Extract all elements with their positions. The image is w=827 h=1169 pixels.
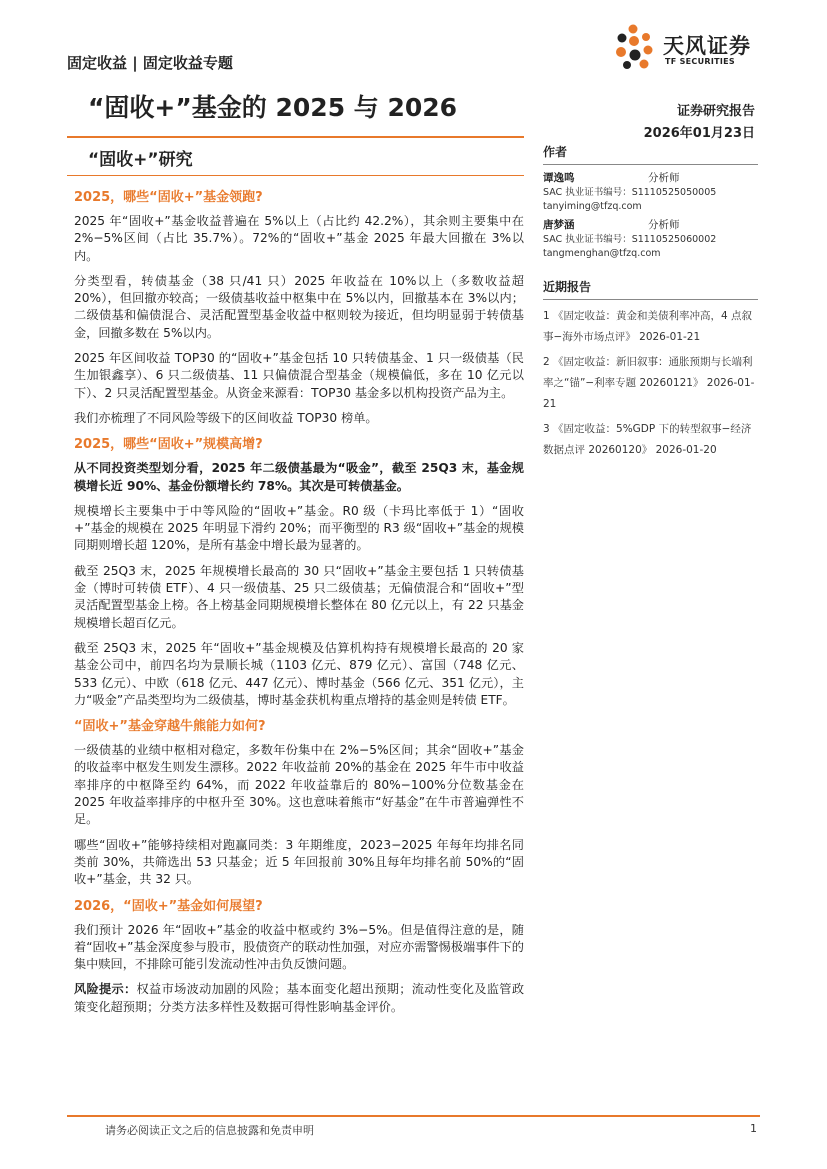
report-title: “固收+”基金的 2025 与 2026 [88,93,458,122]
report-date: 2026年01月23日 [643,126,755,141]
section-heading: 2026，“固收+”基金如何展望? [74,898,263,914]
paragraph: 截至 25Q3 末，2025 年“固收+”基金规模及估算机构持有规模增长最高的 20 家基金公司中，前四名均为景顺长城（1103 亿元、879 亿元）、富国（748 亿元、533 亿元）、中欧（618 亿元、447 亿元）、博时基金（566 亿元、351 亿元），主力“吸金”产品类型均为二级债基，博时基金获机构重点增持的基金则是转债 ETF。 [74,640,524,707]
risk-label: 风险提示： [74,982,137,997]
footer-divider [67,1115,760,1117]
author-cert: SAC 执业证书编号：S1110525060002 [543,234,717,245]
paragraph: 一级债基的业绩中枢相对稳定，多数年份集中在 2%−5%区间；其余“固收+”基金的收益率中枢发生则发生漂移。2022 年收益前 20%的基金在 2025 年牛市中收益率排序的中枢降至约 64%，而 2022 年收益靠后的 80%−100%分位数基金在 2025 年收益率排序的中枢升至 30%。这也意味着熊市“好基金”在牛市普遍弹性不足。 [74,743,524,827]
paragraph: 我们亦梳理了不同风险等级下的区间收益 TOP30 榜单。 [74,410,378,425]
recent-report-item[interactable]: 1 《固定收益：黄金和美债利率冲高，4 点叙事−海外市场点评》 2026-01-21 [543,310,753,343]
author-card [543,171,758,214]
author-card [543,218,758,261]
title-divider [67,136,524,138]
risk-warning [74,981,524,1016]
risk-text: 权益市场波动加剧的风险；基本面变化超出预期；流动性变化及监管政策变化超预期；分类方法多样性及数据可得性影响基金评价。 [74,982,525,1014]
recent-report-item[interactable]: 2 《固定收益：新旧叙事：通胀预期与长端利率之“锚”−利率专题 20260121》 2026-01-21 [543,356,755,410]
paragraph: 分类型看，转债基金（38 只/41 只）2025 年收益在 10%以上（多数收益超 20%），但回撤亦较高；一级债基收益中枢集中在 5%以内，回撤基本在 3%以内；二级债基和偏债混合、灵活配置型基金收益中枢则较为接近，但均明显弱于转债基金，回撤多数在 5%以内。 [74,273,524,340]
subtitle-divider [67,175,524,176]
company-logo [613,22,763,72]
report-category: 固定收益 | 固定收益专题 [67,54,233,72]
summary-column [74,182,524,1024]
section-heading: “固收+”基金穿越牛熊能力如何? [74,719,266,735]
recent-reports [543,277,758,461]
tf-logo-icon [613,22,659,70]
footer-disclaimer: 请务必阅读正文之后的信息披露和免责申明 [105,1124,314,1137]
recent-heading: 近期报告 [543,277,758,300]
authors-heading: 作者 [543,142,758,165]
author-name: 唐梦涵 [543,219,575,231]
paragraph: 哪些“固收+”能够持续相对跑赢同类：3 年期维度，2023−2025 年每年均排名同类前 30%，共筛选出 53 只基金；近 5 年回报前 30%且每年均排名前 50%的“固收+”基金，共 32 只。 [74,837,524,887]
author-email[interactable]: tanyiming@tfzq.com [543,201,642,212]
author-role: 分析师 [648,219,680,231]
report-subtitle: “固收+”研究 [88,150,193,170]
recent-report-item[interactable]: 3 《固定收益：5%GDP 下的转型叙事−经济数据点评 20260120》 2026-01-20 [543,423,752,456]
paragraph: 2025 年“固收+”基金收益普遍在 5%以上（占比约 42.2%），其余则主要集中在 2%−5%区间（占比 35.7%）。72%的“固收+”基金 2025 年最大回撤在 3%以内。 [74,214,524,263]
author-name: 谭逸鸣 [543,172,575,184]
paragraph: 我们预计 2026 年“固收+”基金的收益中枢或约 3%−5%。但是值得注意的是，随着“固收+”基金深度参与股市，股债资产的联动性加强，对应亦需警惕极端事件下的集中赎回，不排除可能引发流动性冲击负反馈问题。 [74,922,524,972]
report-type: 证券研究报告 [676,104,755,119]
paragraph: 2025 年区间收益 TOP30 的“固收+”基金包括 10 只转债基金、1 只一级债基（民生加银鑫享）、6 只二级债基、11 只偏债混合型基金（规模偏低，多在 10 亿元以下）、2 只灵活配置型基金。从资金来源看：TOP30 基金多以机构投资产品为主。 [74,351,524,400]
paragraph: 规模增长主要集中于中等风险的“固收+”基金。R0 级（卡玛比率低于 1）“固收+”基金的规模在 2025 年明显下滑约 20%；而平衡型的 R3 级“固收+”基金的规模同期则增长超 120%，是所有基金中增长最为显著的。 [74,503,524,553]
logo-chinese-name: 天风证券 [663,34,751,58]
section-heading: 2025，哪些“固收+”规模高增? [74,437,263,453]
logo-english-name: TF SECURITIES [665,57,735,66]
author-cert: SAC 执业证书编号：S1110525050005 [543,187,717,198]
lead-paragraph: 从不同投资类型划分看，2025 年二级债基最为“吸金”，截至 25Q3 末，基金规模增长近 90%、基金份额增长约 78%。其次是可转债基金。 [74,461,524,493]
sidebar [543,142,758,465]
author-role: 分析师 [648,172,680,184]
paragraph: 截至 25Q3 末，2025 年规模增长最高的 30 只“固收+”基金主要包括 1 只转债基金（博时可转债 ETF）、4 只一级债基、25 只二级债基；无偏债混合和“固收+”型灵活配置型基金上榜。各上榜基金同期规模增长整体在 80 亿元以上，有 22 只基金规模增长超百亿元。 [74,563,524,630]
author-email[interactable]: tangmenghan@tfzq.com [543,248,661,259]
section-heading: 2025，哪些“固收+”基金领跑? [74,190,263,205]
page-number: 1 [750,1122,757,1135]
